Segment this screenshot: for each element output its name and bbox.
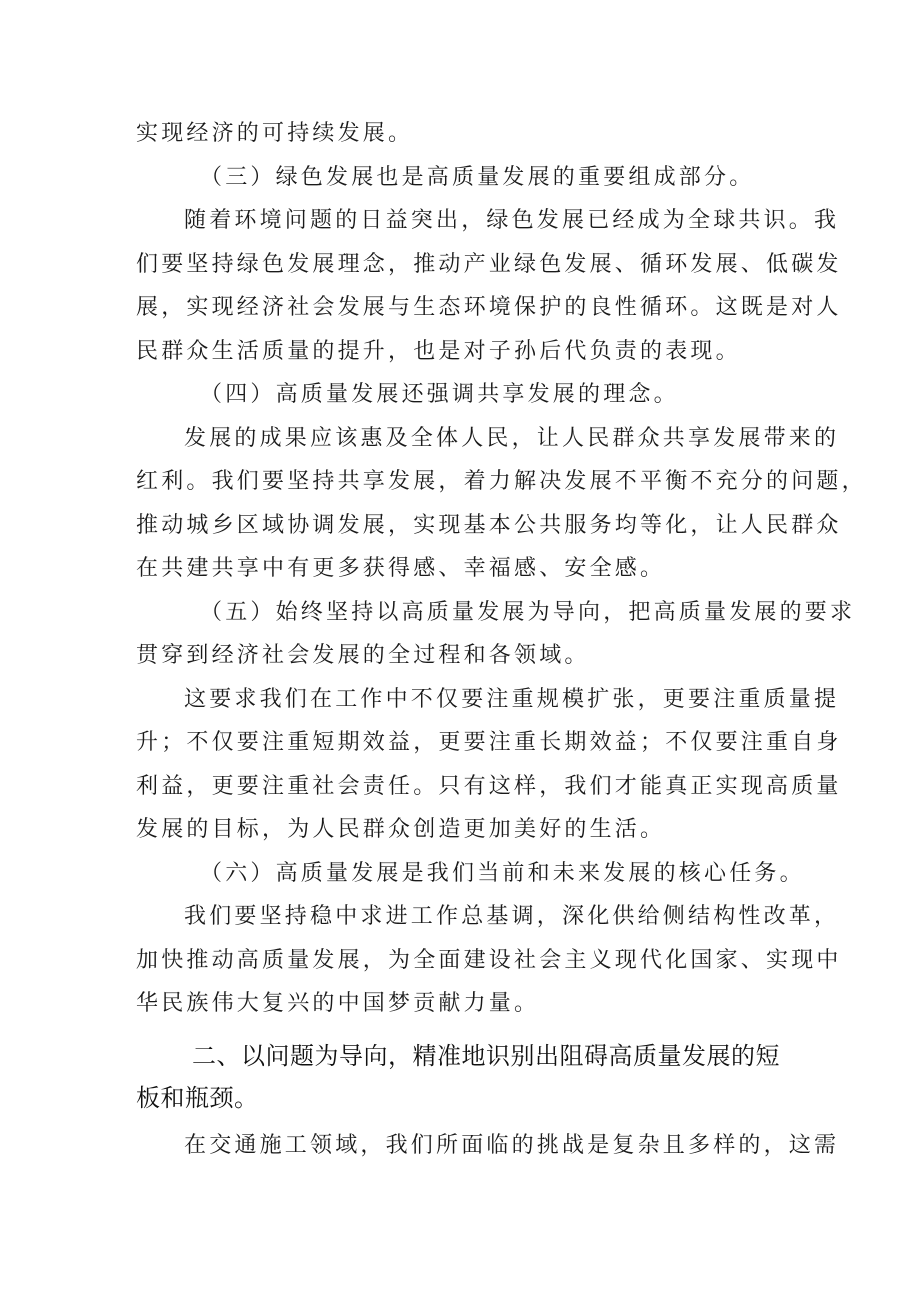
text-line: 利益，更要注重社会责任。只有这样，我们才能真正实现高质量 xyxy=(136,773,842,799)
text-line: 展，实现经济社会发展与生态环境保护的良性循环。这既是对人 xyxy=(136,295,842,320)
text-line: 在交通施工领域，我们所面临的挑战是复杂且多样的，这需 xyxy=(184,1132,840,1158)
subsection-title: （四）高质量发展还强调共享发展的理念。 xyxy=(200,382,679,407)
subsection-title: （五）始终坚持以高质量发展为导向，把高质量发展的要求 xyxy=(200,599,856,625)
text-line: 随着环境问题的日益突出，绿色发展已经成为全球共识。我 xyxy=(184,208,840,233)
text-line: 民群众生活质量的提升，也是对子孙后代负责的表现。 xyxy=(136,338,741,364)
subsection-title: （六）高质量发展是我们当前和未来发展的核心任务。 xyxy=(200,860,805,886)
document-body xyxy=(136,112,867,1167)
text-line: 红利。我们要坚持共享发展，着力解决发展不平衡不充分的问题， xyxy=(136,469,867,494)
text-line: 华民族伟大复兴的中国梦贡献力量。 xyxy=(136,991,540,1016)
text-line: 我们要坚持稳中求进工作总基调，深化供给侧结构性改革， xyxy=(184,904,840,929)
text-line: 这要求我们在工作中不仅要注重规模扩张，更要注重质量提 xyxy=(184,686,840,712)
section-heading: 二、以问题为导向，精准地识别出阻碍高质量发展的短 xyxy=(192,1041,780,1070)
text-line: 发展的成果应该惠及全体人民，让人民群众共享发展带来的 xyxy=(184,425,840,451)
text-line: 实现经济的可持续发展。 xyxy=(136,121,414,146)
text-line: 升；不仅要注重短期效益，更要注重长期效益；不仅要注重自身 xyxy=(136,730,842,755)
text-line: 们要坚持绿色发展理念，推动产业绿色发展、循环发展、低碳发 xyxy=(136,251,842,277)
text-line: 贯穿到经济社会发展的全过程和各领域。 xyxy=(136,643,590,668)
section-heading-continued: 板和瓶颈。 xyxy=(136,1083,259,1112)
text-line: 在共建共享中有更多获得感、幸福感、安全感。 xyxy=(136,556,666,581)
text-line: 加快推动高质量发展，为全面建设社会主义现代化国家、实现中 xyxy=(136,947,842,973)
subsection-title: （三）绿色发展也是高质量发展的重要组成部分。 xyxy=(200,164,755,190)
text-line: 发展的目标，为人民群众创造更加美好的生活。 xyxy=(136,817,666,842)
text-line: 推动城乡区域协调发展，实现基本公共服务均等化，让人民群众 xyxy=(136,512,842,538)
